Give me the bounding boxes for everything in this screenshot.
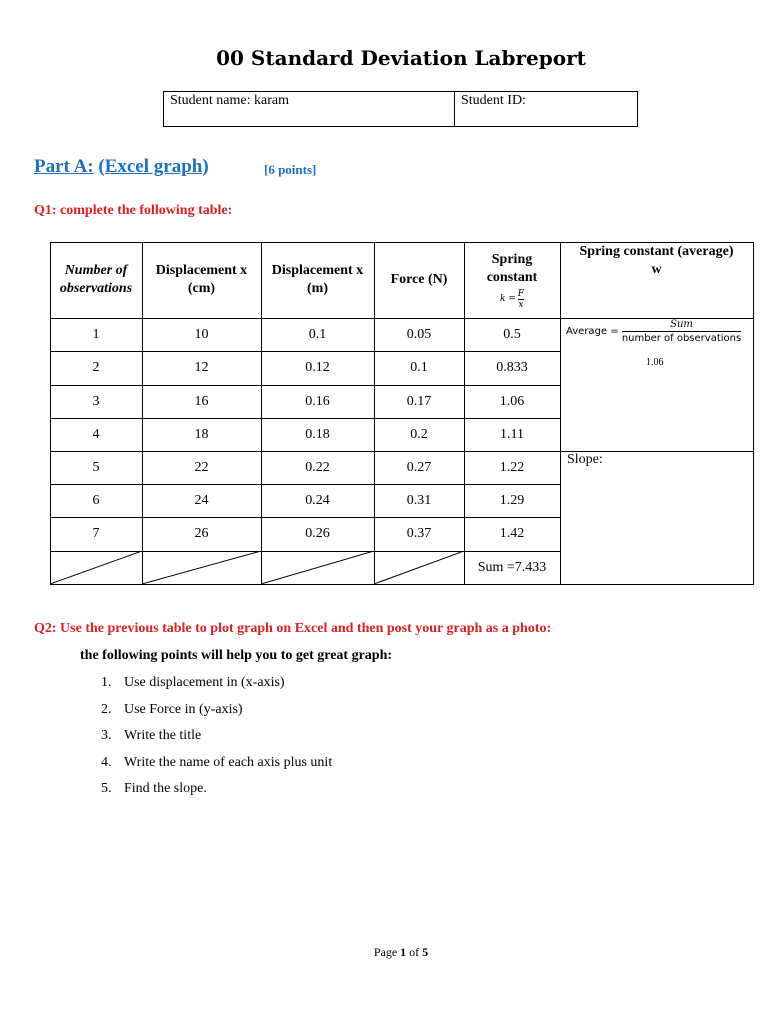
table-cell: 0.833 xyxy=(496,360,528,375)
average-formula-fraction xyxy=(622,318,741,345)
page-footer xyxy=(0,945,768,960)
footer-page-word: Page xyxy=(373,945,398,959)
table-cell: 0.27 xyxy=(406,459,432,475)
table-cell: 26 xyxy=(194,526,209,541)
slash-line xyxy=(50,551,142,584)
part-open-paren: ( xyxy=(93,156,105,177)
table-cell: 5 xyxy=(92,459,100,475)
slope-label: Slope: xyxy=(567,452,603,467)
spring-formula xyxy=(500,289,524,310)
slash-line xyxy=(261,551,374,584)
student-name-cell: Student name: karam xyxy=(164,92,455,126)
table-cell: 12 xyxy=(194,360,209,375)
table-cell: 0.18 xyxy=(305,426,330,442)
empty-cell-slash xyxy=(142,551,261,584)
header-force-line: Force (N) xyxy=(390,272,448,287)
table-cell: 1.22 xyxy=(499,459,525,475)
part-close-paren: ) xyxy=(202,156,209,177)
average-formula-numerator: Sum xyxy=(670,319,693,330)
instruction-text: Use displacement in (x-axis) xyxy=(124,675,285,690)
table-cell: 0.2 xyxy=(410,426,428,442)
question-2-subtext: the following points will help you to get great graph: xyxy=(80,648,393,663)
footer-of-word: of xyxy=(409,945,420,959)
table-cell: 6 xyxy=(92,492,100,508)
spring-formula-numerator: F xyxy=(517,288,525,299)
header-displacement-cm xyxy=(142,242,261,318)
instruction-item xyxy=(101,728,332,755)
table-cell: 0.1 xyxy=(308,326,327,342)
average-formula-denominator: number of observations xyxy=(621,333,742,344)
part-heading xyxy=(34,156,209,178)
header-displacement-m-line: (m) xyxy=(307,281,328,296)
student-id-cell: Student ID: xyxy=(461,93,526,108)
header-average-line: Spring constant (average) xyxy=(579,244,734,259)
table-cell: 0.22 xyxy=(305,459,330,475)
instruction-number: 2. xyxy=(101,701,112,717)
question-1: Q1: complete the following table: xyxy=(34,203,233,218)
average-formula-lhs: Average = xyxy=(566,326,622,337)
instruction-number: 4. xyxy=(101,754,112,770)
table-cell: 22 xyxy=(194,459,209,475)
sum-cell: Sum =7.433 xyxy=(477,559,547,575)
instruction-number: 3. xyxy=(101,728,112,743)
empty-cell-slash xyxy=(50,551,142,584)
instruction-number: 5. xyxy=(101,781,112,796)
instruction-item xyxy=(101,781,332,808)
table-cell: 0.26 xyxy=(305,526,330,541)
spring-formula-lhs: k = xyxy=(499,294,516,304)
table-cell: 0.5 xyxy=(503,326,521,342)
instruction-text: Write the title xyxy=(124,728,202,743)
header-spring-constant-line: constant xyxy=(486,269,538,285)
slash-line xyxy=(142,551,261,584)
header-force xyxy=(374,242,464,318)
instruction-list xyxy=(101,675,332,808)
table-cell: 0.05 xyxy=(406,326,432,342)
table-cell: 1.42 xyxy=(499,526,525,541)
table-cell: 0.16 xyxy=(305,393,330,409)
table-cell: 4 xyxy=(92,426,100,442)
instruction-item xyxy=(101,702,332,729)
table-cell: 0.37 xyxy=(406,526,432,541)
part-points: [6 points] xyxy=(264,162,317,177)
table-cell: 1.29 xyxy=(499,492,525,508)
header-average-line: w xyxy=(651,262,662,277)
table-cell: 1.06 xyxy=(499,393,525,409)
header-average xyxy=(560,242,753,318)
header-displacement-m-line: Displacement x xyxy=(271,263,364,278)
spring-formula-denominator: x xyxy=(518,299,524,310)
header-observations xyxy=(50,242,142,318)
table-cell: 1.11 xyxy=(500,426,524,442)
table-cell: 7 xyxy=(92,526,100,541)
question-2: Q2: Use the previous table to plot graph on Excel and then post your graph as a photo: xyxy=(34,621,552,636)
slash-line xyxy=(374,551,464,584)
table-cell: 10 xyxy=(194,326,209,342)
student-info-box xyxy=(163,91,638,127)
header-displacement-m xyxy=(261,242,374,318)
table-cell: 2 xyxy=(92,360,100,375)
instruction-number: 1. xyxy=(101,675,112,690)
table-cell: 0.31 xyxy=(406,492,432,508)
header-displacement-cm-line: (cm) xyxy=(187,281,216,296)
header-spring-constant-line: Spring xyxy=(491,251,533,267)
footer-total-pages: 5 xyxy=(422,945,429,959)
table-cell: 0.1 xyxy=(410,360,428,375)
empty-cell-slash xyxy=(374,551,464,584)
empty-cell-slash xyxy=(261,551,374,584)
table-cell: 0.17 xyxy=(406,393,432,409)
instruction-text: Use Force in (y-axis) xyxy=(124,701,243,717)
header-displacement-cm-line: Displacement x xyxy=(155,263,248,278)
part-prefix: Part A: xyxy=(34,156,94,177)
instruction-text: Write the name of each axis plus unit xyxy=(124,754,333,770)
table-cell: 3 xyxy=(92,393,100,409)
spring-formula-fraction xyxy=(518,289,524,310)
average-formula xyxy=(566,318,741,345)
table-cell: 0.24 xyxy=(305,492,330,508)
footer-page-number: 1 xyxy=(400,945,407,959)
table-cell: 1 xyxy=(92,326,100,342)
instruction-item xyxy=(101,755,332,782)
table-cell: 18 xyxy=(194,426,209,442)
instruction-text: Find the slope. xyxy=(124,781,207,796)
header-spring-constant xyxy=(464,242,560,318)
document-title: 00 Standard Deviation Labreport xyxy=(216,46,586,70)
instruction-item xyxy=(101,675,332,702)
header-observations-line: Number of xyxy=(64,263,128,278)
excel-graph-link[interactable]: Excel graph xyxy=(104,156,203,177)
table-cell: 16 xyxy=(194,393,209,409)
average-value: 1.06 xyxy=(646,357,664,368)
table-cell: 24 xyxy=(194,492,209,508)
table-cell: 0.12 xyxy=(305,360,330,375)
header-observations-line: observations xyxy=(59,281,133,296)
